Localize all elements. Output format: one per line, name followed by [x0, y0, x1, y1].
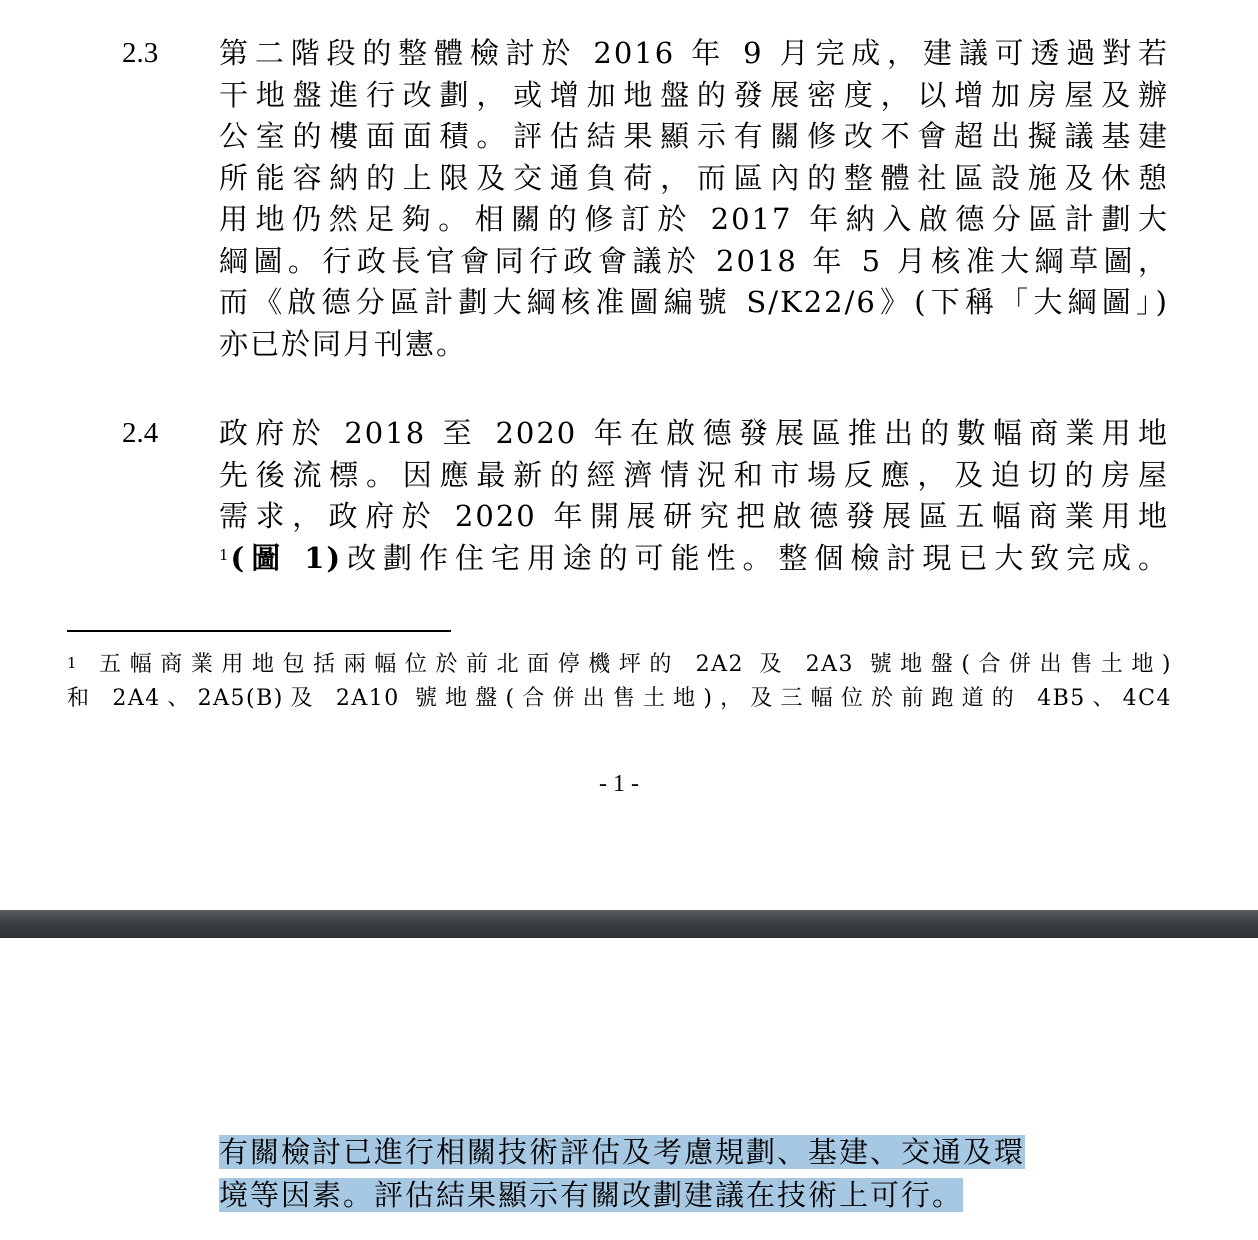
paragraph-line: 綱圖。行政長官會同行政會議於 2018 年 5 月核准大綱草圖， — [219, 243, 1169, 278]
selected-text-line[interactable] — [219, 1131, 1171, 1174]
footnote-line-text: 五幅商業用地包括兩幅位於前北面停機坪的 2A2 及 2A3 號地盤(合併出售土地) — [92, 652, 1172, 677]
section-paragraph — [219, 33, 1169, 365]
paragraph-line: 需求，政府於 2020 年開展研究把啟德發展區五幅商業用地 — [219, 499, 1169, 533]
footnote — [67, 648, 1172, 716]
footnote-line — [67, 648, 1172, 682]
section-number: 2.3 — [122, 37, 159, 69]
footnote-divider — [67, 630, 451, 632]
paragraph-line: 所能容納的上限及交通負荷，而區內的整體社區設施及休憩 — [219, 160, 1169, 195]
figure-reference: (圖 1) — [230, 540, 343, 575]
paragraph-line — [219, 538, 1169, 580]
text-selection[interactable]: 有關檢討已進行相關技術評估及考慮規劃、基建、交通及環 — [219, 1135, 1026, 1169]
page-separator — [0, 910, 1258, 938]
page-number: - 1 - — [599, 771, 639, 797]
paragraph-line: 公室的樓面面積。評估結果顯示有關修改不會超出擬議基建 — [219, 119, 1169, 153]
section-number: 2.4 — [122, 417, 159, 449]
paragraph-line: 用地仍然足夠。相關的修訂於 2017 年納入啟德分區計劃大 — [219, 202, 1169, 236]
paragraph-line: 亦已於同月刊憲。 — [219, 326, 468, 361]
selected-text-block[interactable] — [219, 1131, 1171, 1217]
paragraph-line: 先後流標。因應最新的經濟情況和市場反應，及迫切的房屋 — [219, 457, 1169, 492]
paragraph-line-text: 改劃作住宅用途的可能性。整個檢討現已大致完成。 — [342, 540, 1169, 575]
footnote-line: 和 2A4、2A5(B)及 2A10 號地盤(合併出售土地)，及三幅位於前跑道的 4B5、4C4 — [67, 686, 1172, 711]
paragraph-line: 第二階段的整體檢討於 2016 年 9 月完成，建議可透過對若 — [219, 36, 1169, 70]
selected-text-line[interactable] — [219, 1174, 1171, 1217]
paragraph-line: 政府於 2018 至 2020 年在啟德發展區推出的數幅商業用地 — [219, 416, 1169, 450]
footnote-reference[interactable]: 1 — [219, 545, 231, 564]
section-paragraph — [219, 413, 1169, 579]
text-selection[interactable]: 境等因素。評估結果顯示有關改劃建議在技術上可行。 — [219, 1178, 964, 1212]
paragraph-line: 而《啟德分區計劃大綱核准圖編號 S/K22/6》(下稱「大綱圖」) — [219, 285, 1169, 319]
footnote-marker: 1 — [67, 654, 79, 672]
paragraph-line: 干地盤進行改劃，或增加地盤的發展密度，以增加房屋及辦 — [219, 77, 1169, 112]
